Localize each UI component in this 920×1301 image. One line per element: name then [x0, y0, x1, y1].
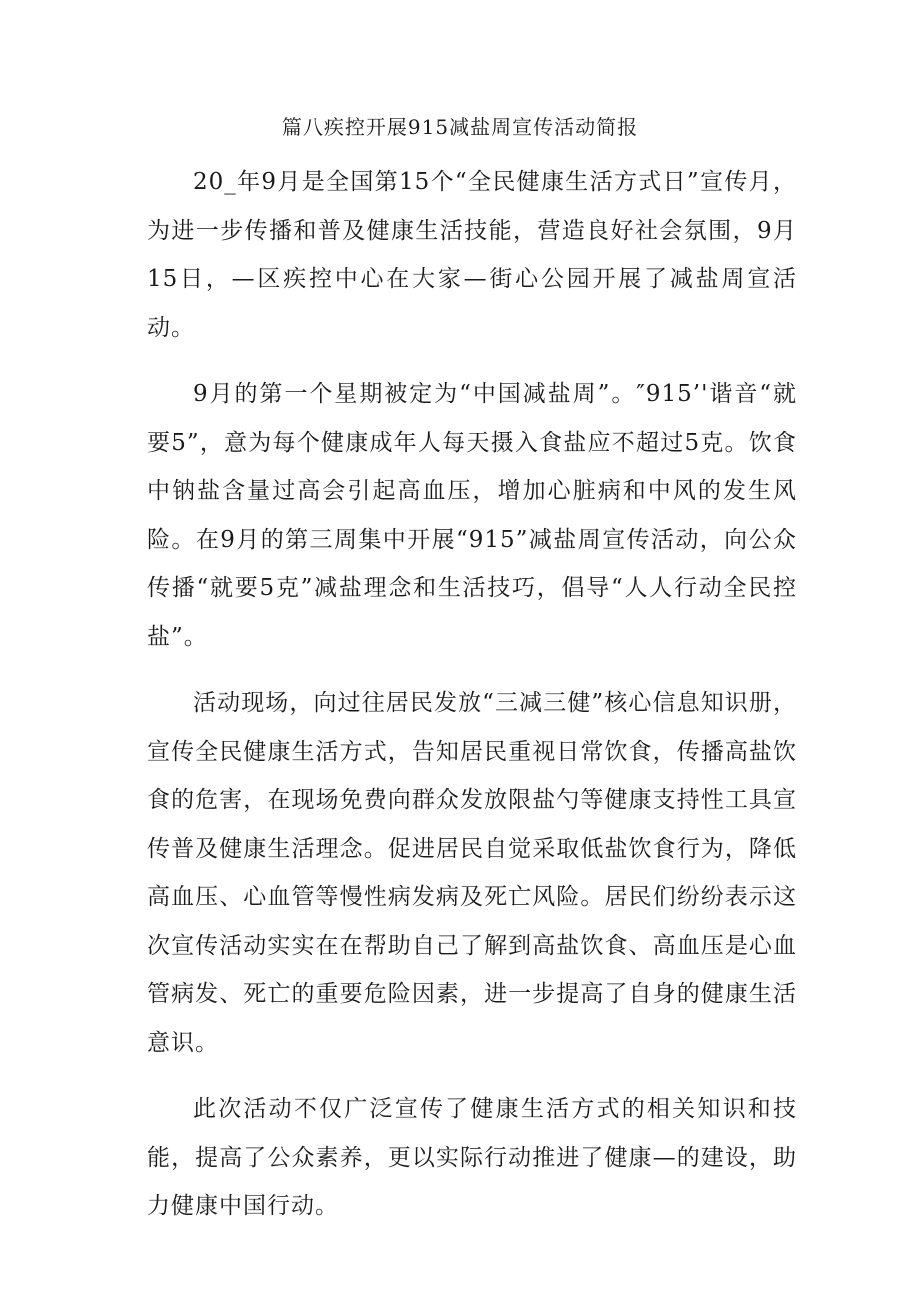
document-body [147, 158, 797, 1231]
paragraph-2: 9月的第一个星期被定为“中国减盐周”。″915’'谐音“就要5”，意为每个健康成年人每天摄入食盐应不超过5克。饮食中钠盐含量过高会引起高血压，增加心脏病和中风的发生风险。在9月的第三周集中开展“915”减盐周宣传活动，向公众传播“就要5克”减盐理念和生活技巧，倡导“人人行动全民控盐”。 [147, 381, 797, 650]
paragraph-1: 20_年9月是全国第15个“全民健康生活方式日”宣传月，为进一步传播和普及健康生活技能，营造良好社会氛围，9月15日，—区疾控中心在大家—街心公园开展了减盐周宣活动。 [147, 169, 797, 341]
paragraph-3: 活动现场，向过往居民发放“三减三健”核心信息知识册，宣传全民健康生活方式，告知居民重视日常饮食，传播高盐饮食的危害，在现场免费向群众发放限盐勺等健康支持性工具宣传普及健康生活理念。促进居民自觉采取低盐饮食行为，降低高血压、心血管等慢性病发病及死亡风险。居民们纷纷表示这次宣传活动实实在在帮助自己了解到高盐饮食、高血压是心血管病发、死亡的重要危险因素，进一步提高了自身的健康生活意识。 [147, 690, 797, 1056]
paragraph-4: 此次活动不仅广泛宣传了健康生活方式的相关知识和技能，提高了公众素养，更以实际行动推进了健康—的建设，助力健康中国行动。 [147, 1096, 797, 1219]
document-title: 篇八疾控开展915减盐周宣传活动简报 [281, 115, 639, 139]
